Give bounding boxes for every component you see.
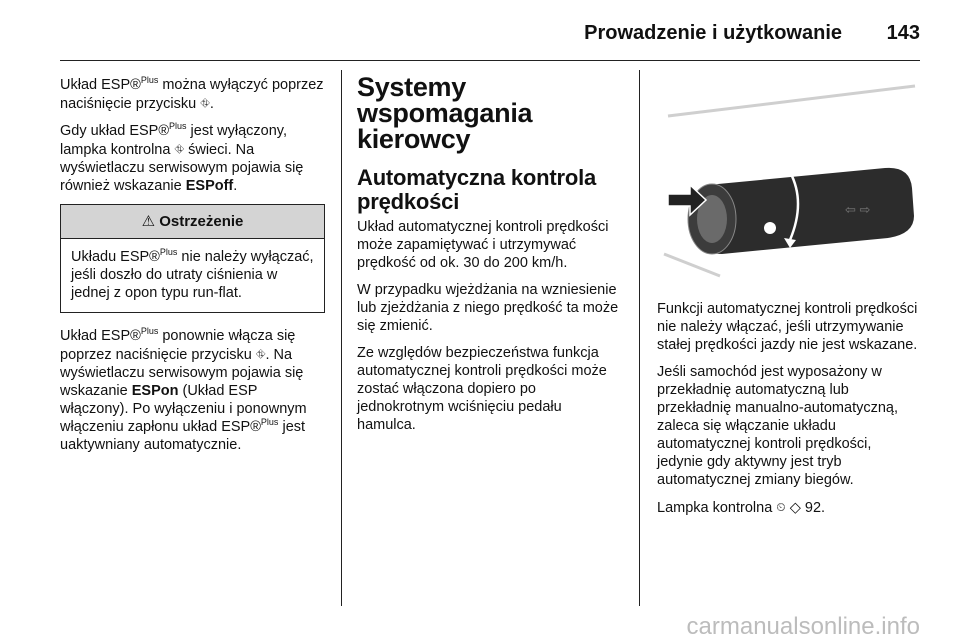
paragraph-automatic-gearbox: Jeśli samochód jest wyposażony w przekładnię automatyczną lub przekładnię manualno-automatyczną, zaleca się włączanie układu automatycznej kontroli prędkości, jedynie gdy aktywny jest tryb automatycznej zmiany biegów.	[657, 364, 898, 488]
paragraph-when-not-to-use: Funkcji automatycznej kontroli prędkości nie należy włączać, jeśli utrzymywanie stałej prędkości jazdy nie jest wskazane.	[657, 301, 918, 353]
warning-triangle-icon: ⚠	[141, 213, 156, 230]
paragraph-esp-off-button: Układ ESP®$^{Plus}$ można wyłączyć poprzez naciśnięcie przycisku ⛗.	[60, 75, 324, 112]
watermark: carmanualsonline.info	[686, 613, 920, 640]
paragraph-indicator-ref: Lampka kontrolna ⏲ ◇ 92.	[657, 500, 826, 516]
column-1	[60, 76, 325, 463]
paragraph-safety-brake: Ze względów bezpieczeństwa funkcja automatycznej kontroli prędkości może zostać włączona dopiero po jednokrotnym wciśnięciu pedału hamulca.	[357, 345, 607, 433]
paragraph-hill-speed: W przypadku wjeżdżania na wzniesienie lub zjeżdżania z niego prędkość ta może się zmienić.	[357, 282, 619, 334]
warning-title: Ostrzeżenie	[159, 213, 244, 230]
turn-signal-symbols: ⇦ ⇨	[845, 202, 871, 217]
esp-warning-lamp-icon: ⛗	[174, 142, 185, 156]
warning-header	[61, 205, 324, 239]
header-divider	[60, 60, 920, 61]
column-divider-1	[341, 70, 342, 606]
page-reference-icon: ◇	[789, 500, 801, 516]
paragraph-esp-reenable: Układ ESP®$^{Plus}$ ponownie włącza się poprzez naciśnięcie przycisku ⛗. Na wyświetlaczu serwisowym pojawia się wskazanie ESPon (Układ ESP włączony). Po wyłączeniu i ponownym włączeniu zapłonu układ ESP®$^{Plus}$ jest uaktywniany automatycznie.	[60, 326, 307, 453]
subsection-heading: Automatyczna kontrola prędkości	[357, 165, 597, 214]
warning-box	[60, 204, 325, 313]
page-header-title: Prowadzenie i użytkowanie	[584, 22, 842, 44]
section-heading: Systemy wspomagania kierowcy	[357, 72, 533, 154]
column-2	[357, 72, 619, 443]
paragraph-speed-range: Układ automatycznej kontroli prędkości może zapamiętywać i utrzymywać prędkość od ok. 30 do 200 km/h.	[357, 219, 609, 271]
cancel-icon	[735, 169, 745, 179]
cruise-control-lamp-icon: ⏲	[776, 500, 786, 514]
cruise-control-lever-illustration	[660, 76, 920, 282]
column-3	[657, 300, 919, 526]
page-number: 143	[886, 22, 920, 44]
warning-text: Układu ESP®$^{Plus}$ nie należy wyłączać, jeśli doszło do utraty ciśnienia w jednej z opon typu run-flat.	[71, 247, 314, 301]
cruise-on-icon	[764, 222, 776, 234]
esp-skid-icon: ⛗	[200, 96, 210, 110]
speedometer-icon	[756, 164, 768, 176]
esp-skid-icon: ⛗	[255, 347, 266, 361]
paragraph-esp-disabled: Gdy układ ESP®$^{Plus}$ jest wyłączony, lampka kontrolna ⛗ świeci. Na wyświetlaczu serwisowym pojawia się również wskazanie ESPoff.	[60, 121, 304, 194]
column-divider-2	[639, 70, 640, 606]
